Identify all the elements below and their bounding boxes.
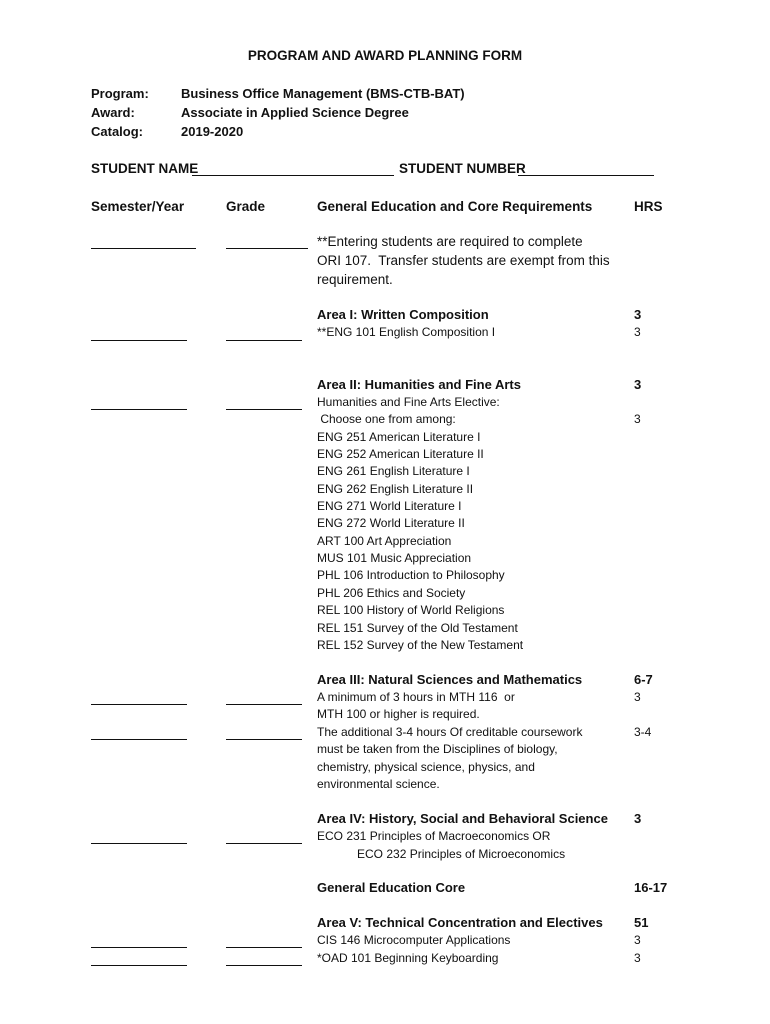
program-value: Business Office Management (BMS-CTB-BAT) [181, 86, 465, 101]
course-line: The additional 3-4 hours Of creditable coursework [317, 725, 583, 739]
course-hrs: 3 [634, 951, 641, 965]
grade-blank[interactable] [226, 965, 302, 966]
course-line: ENG 272 World Literature II [317, 516, 465, 530]
course-line: ENG 251 American Literature I [317, 430, 481, 444]
area-5-hrs: 51 [634, 915, 649, 930]
course-hrs: 3 [634, 412, 641, 426]
area-2-heading: Area II: Humanities and Fine Arts [317, 377, 521, 392]
grade-blank[interactable] [226, 409, 302, 410]
grade-blank[interactable] [226, 248, 308, 249]
column-grade: Grade [226, 199, 266, 214]
area-4-heading: Area IV: History, Social and Behavioral Science [317, 811, 608, 826]
course-line: MTH 100 or higher is required. [317, 707, 480, 721]
course-line: ECO 232 Principles of Microeconomics [317, 847, 566, 861]
course-line: MUS 101 Music Appreciation [317, 551, 472, 565]
course-line: *OAD 101 Beginning Keyboarding [317, 951, 499, 965]
course-line: **ENG 101 English Composition I [317, 325, 496, 339]
course-line: A minimum of 3 hours in MTH 116 or [317, 690, 515, 704]
semester-blank[interactable] [91, 340, 187, 341]
course-line: REL 100 History of World Religions [317, 603, 505, 617]
column-requirements: General Education and Core Requirements [317, 199, 593, 214]
column-hrs: HRS [634, 199, 663, 214]
area-2-hrs: 3 [634, 377, 642, 392]
grade-blank[interactable] [226, 739, 302, 740]
gen-ed-core-hrs: 16-17 [634, 880, 668, 895]
grade-blank[interactable] [226, 340, 302, 341]
course-line: Humanities and Fine Arts Elective: [317, 395, 500, 409]
student-name-field[interactable] [192, 175, 394, 176]
area-3-hrs: 6-7 [634, 672, 653, 687]
area-1-heading: Area I: Written Composition [317, 307, 489, 322]
orientation-notice-line: ORI 107. Transfer students are exempt from this [317, 253, 610, 268]
catalog-value: 2019-2020 [181, 124, 244, 139]
course-line: ECO 231 Principles of Macroeconomics OR [317, 829, 551, 843]
program-label: Program: [91, 86, 149, 101]
column-semester: Semester/Year [91, 199, 185, 214]
area-4-hrs: 3 [634, 811, 642, 826]
course-line: ENG 252 American Literature II [317, 447, 484, 461]
student-name-label: STUDENT NAME [91, 161, 199, 176]
course-line: REL 152 Survey of the New Testament [317, 638, 524, 652]
course-line: environmental science. [317, 777, 440, 791]
course-hrs: 3 [634, 325, 641, 339]
semester-blank[interactable] [91, 965, 187, 966]
area-5-heading: Area V: Technical Concentration and Electives [317, 915, 603, 930]
student-number-field[interactable] [518, 175, 654, 176]
semester-blank[interactable] [91, 843, 187, 844]
course-hrs: 3-4 [634, 725, 652, 739]
course-line: ENG 271 World Literature I [317, 499, 462, 513]
course-line: must be taken from the Disciplines of biology, [317, 742, 558, 756]
course-line: chemistry, physical science, physics, and [317, 760, 535, 774]
course-line: ENG 262 English Literature II [317, 482, 474, 496]
course-line: PHL 106 Introduction to Philosophy [317, 568, 505, 582]
semester-blank[interactable] [91, 248, 196, 249]
course-hrs: 3 [634, 690, 641, 704]
award-value: Associate in Applied Science Degree [181, 105, 409, 120]
gen-ed-core-label: General Education Core [317, 880, 466, 895]
area-3-heading: Area III: Natural Sciences and Mathematics [317, 672, 583, 687]
course-line: CIS 146 Microcomputer Applications [317, 933, 511, 947]
semester-blank[interactable] [91, 704, 187, 705]
student-number-label: STUDENT NUMBER [399, 161, 526, 176]
semester-blank[interactable] [91, 739, 187, 740]
award-label: Award: [91, 105, 135, 120]
grade-blank[interactable] [226, 704, 302, 705]
orientation-notice-line: requirement. [317, 272, 393, 287]
course-hrs: 3 [634, 933, 641, 947]
form-title: PROGRAM AND AWARD PLANNING FORM [247, 48, 523, 63]
course-line: REL 151 Survey of the Old Testament [317, 621, 518, 635]
semester-blank[interactable] [91, 409, 187, 410]
orientation-notice-line: **Entering students are required to complete [317, 234, 583, 249]
area-1-hrs: 3 [634, 307, 642, 322]
course-line: ART 100 Art Appreciation [317, 534, 452, 548]
catalog-label: Catalog: [91, 124, 143, 139]
course-line: Choose one from among: [317, 412, 456, 426]
course-line: ENG 261 English Literature I [317, 464, 470, 478]
course-line: PHL 206 Ethics and Society [317, 586, 466, 600]
semester-blank[interactable] [91, 947, 187, 948]
grade-blank[interactable] [226, 843, 302, 844]
grade-blank[interactable] [226, 947, 302, 948]
